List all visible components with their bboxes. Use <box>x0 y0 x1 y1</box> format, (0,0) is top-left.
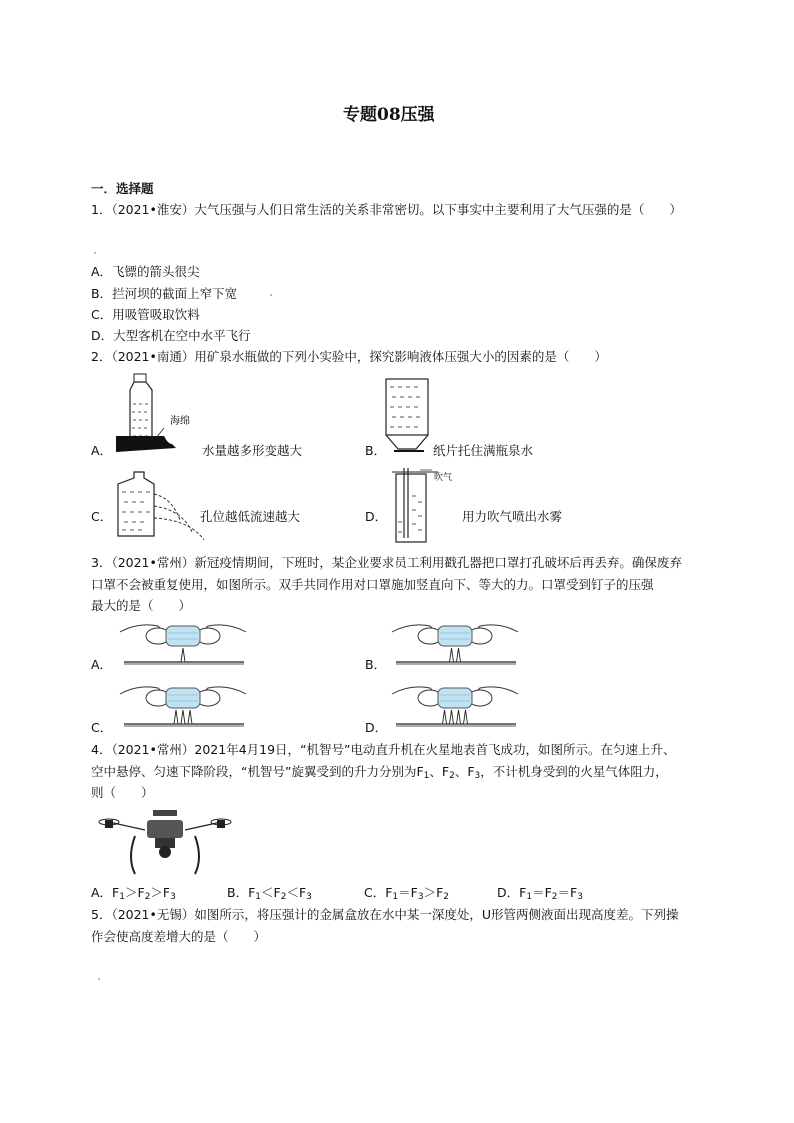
question-2-letter-d: D． <box>365 509 388 524</box>
question-4-option-b: B．$F_1<F_2<F_3$ <box>227 885 312 902</box>
question-4-option-d: D．$F_1=F_2=F_3$ <box>497 885 583 902</box>
question-3-stem-line-2: 口罩不会被重复使用，如图所示。双手共同作用对口罩施加竖直向下、等大的力。口罩受到钉子的压强 <box>91 577 654 592</box>
mask <box>166 626 200 646</box>
question-4-stem-line-3: 则（ ） <box>91 785 154 800</box>
nail <box>181 710 185 724</box>
question-3-letter-c: C． <box>91 720 113 735</box>
question-4-option-a: A．$F_1>F_2>F_3$ <box>91 885 176 902</box>
question-2-stem: 2．（2021•南通）用矿泉水瓶做的下列小实验中，探究影响液体压强大小的因素的是（ ） <box>91 349 607 364</box>
figure-blowing-tube <box>388 466 468 546</box>
question-3-stem-line-1: 3．（2021•常州）新冠疫情期间，下班时，某企业要求员工利用戳孔器把口罩打孔破坏后再丢弃。确保废弃 <box>91 555 682 570</box>
question-1-stem: 1．（2021•淮安）大气压强与人们日常生活的关系非常密切。以下事实中主要利用了大气压强的是（ ） <box>91 202 682 217</box>
question-1-option-a: A．飞镖的箭头很尖 <box>91 264 200 279</box>
nail <box>457 648 461 662</box>
nail <box>443 710 447 724</box>
question-5-stem-line-2: 作会使高度差增大的是（ ） <box>91 929 267 944</box>
question-3-letter-a: A． <box>91 657 113 672</box>
mask <box>438 626 472 646</box>
question-2-letter-a: A． <box>91 443 113 458</box>
scan-mark <box>94 252 96 254</box>
blow-label: 吹气 <box>434 473 453 483</box>
figure-mask-one-nail <box>118 618 248 668</box>
nail <box>450 710 454 724</box>
figure-mask-three-nails <box>118 680 248 730</box>
figure-bottle-with-holes <box>112 470 212 542</box>
question-2-letter-b: B． <box>365 443 387 458</box>
figure-drone <box>95 808 235 880</box>
nail <box>457 710 461 724</box>
question-1-option-d: D．大型客机在空中水平飞行 <box>91 328 251 343</box>
nail <box>464 710 468 724</box>
question-4-stem-line-2: 空中悬停、匀速下降阶段，“机智号”旋翼受到的升力分别为$F_1$、$F_2$、$F_3$，不计机身受到的火星气体阻力， <box>91 764 668 781</box>
nail <box>450 648 454 662</box>
figure-inverted-bottle <box>380 377 440 459</box>
question-4-option-c: C．$F_1=F_3>F_2$ <box>364 885 450 902</box>
sponge-label: 海绵 <box>170 416 190 427</box>
question-2-caption-d: 用力吹气喷出水雾 <box>462 509 563 524</box>
figure-bottle-on-sponge <box>112 372 202 454</box>
page-title: 专题08压强 <box>343 105 435 125</box>
scan-mark <box>98 978 100 980</box>
question-3-stem-line-3: 最大的是（ ） <box>91 598 192 613</box>
question-2-caption-a: 水量越多形变越大 <box>202 443 303 458</box>
question-3-letter-d: D． <box>365 720 388 735</box>
section-heading: 一．选择题 <box>91 181 154 196</box>
mask <box>166 688 200 708</box>
question-3-letter-b: B． <box>365 657 387 672</box>
figure-mask-two-nails <box>390 618 520 668</box>
question-1-option-c: C．用吸管吸取饮料 <box>91 307 200 322</box>
question-2-caption-b: 纸片托住满瓶泉水 <box>433 443 534 458</box>
question-2-caption-c: 孔位越低流速越大 <box>200 509 301 524</box>
figure-mask-four-nails <box>390 680 520 730</box>
question-5-stem-line-1: 5．（2021•无锡）如图所示，将压强计的金属盒放在水中某一深度处，U形管两侧液面出现高度差。下列操 <box>91 907 679 922</box>
question-1-option-b: B．拦河坝的截面上窄下宽 <box>91 286 238 301</box>
question-2-letter-c: C． <box>91 509 113 524</box>
nail <box>181 648 185 662</box>
nail <box>188 710 192 724</box>
scan-mark <box>270 294 272 296</box>
question-4-stem-line-1: 4．（2021•常州）2021年4月19日，“机智号”电动直升机在火星地表首飞成功，如图所示。在匀速上升、 <box>91 742 676 757</box>
nail <box>174 710 178 724</box>
mask <box>438 688 472 708</box>
